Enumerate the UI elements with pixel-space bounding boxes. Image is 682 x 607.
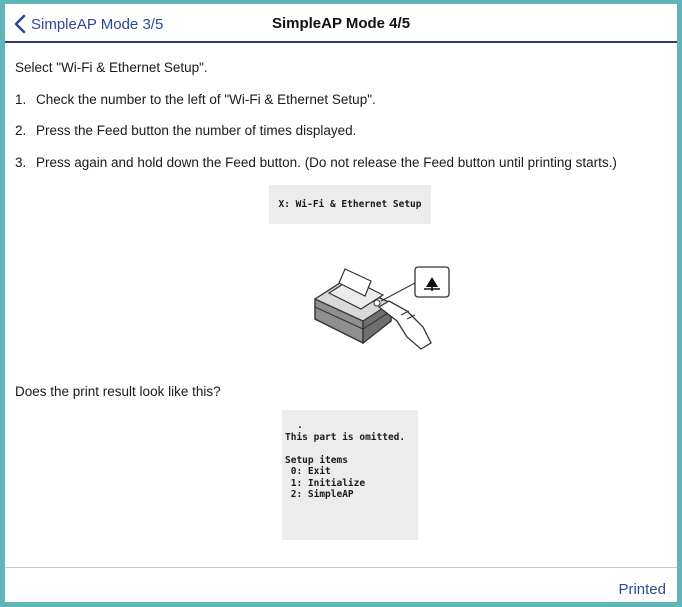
receipt-item: 1: Initialize [285,477,366,489]
receipt-heading: Setup items [285,454,348,466]
toolbar-bottom [5,567,677,602]
step-number: 2. [15,123,27,138]
receipt-spacer [285,443,418,455]
receipt-omitted-line: This part is omitted. [285,431,406,443]
step-3 [15,155,617,170]
step-text: Check the number to the left of "Wi-Fi & Ethernet Setup". [36,92,376,107]
step-2 [15,123,356,138]
printer-feed-icon [311,263,451,363]
page-title: SimpleAP Mode 4/5 [271,15,411,32]
back-button-label: SimpleAP Mode 3/5 [31,15,164,33]
nav-bar [5,4,677,43]
step-text: Press the Feed button the number of times displayed. [36,123,357,138]
receipt-dot: . [297,420,303,431]
printed-button[interactable]: Printed [618,581,666,598]
intro-text: Select "Wi-Fi & Ethernet Setup". [15,60,208,75]
app-window [5,4,677,602]
step-text: Press again and hold down the Feed button. (Do not release the Feed button until printing starts.) [36,155,617,170]
printer-illustration [311,263,451,363]
step-number: 3. [15,155,27,170]
receipt-item: 0: Exit [285,466,331,477]
question-text: Does the print result look like this? [15,384,221,399]
receipt-sample: X: Wi-Fi & Ethernet Setup [269,185,431,224]
step-1 [15,92,376,107]
step-number: 1. [15,92,27,107]
print-result-sample [282,410,418,540]
receipt-item: 2: SimpleAP [285,489,354,500]
